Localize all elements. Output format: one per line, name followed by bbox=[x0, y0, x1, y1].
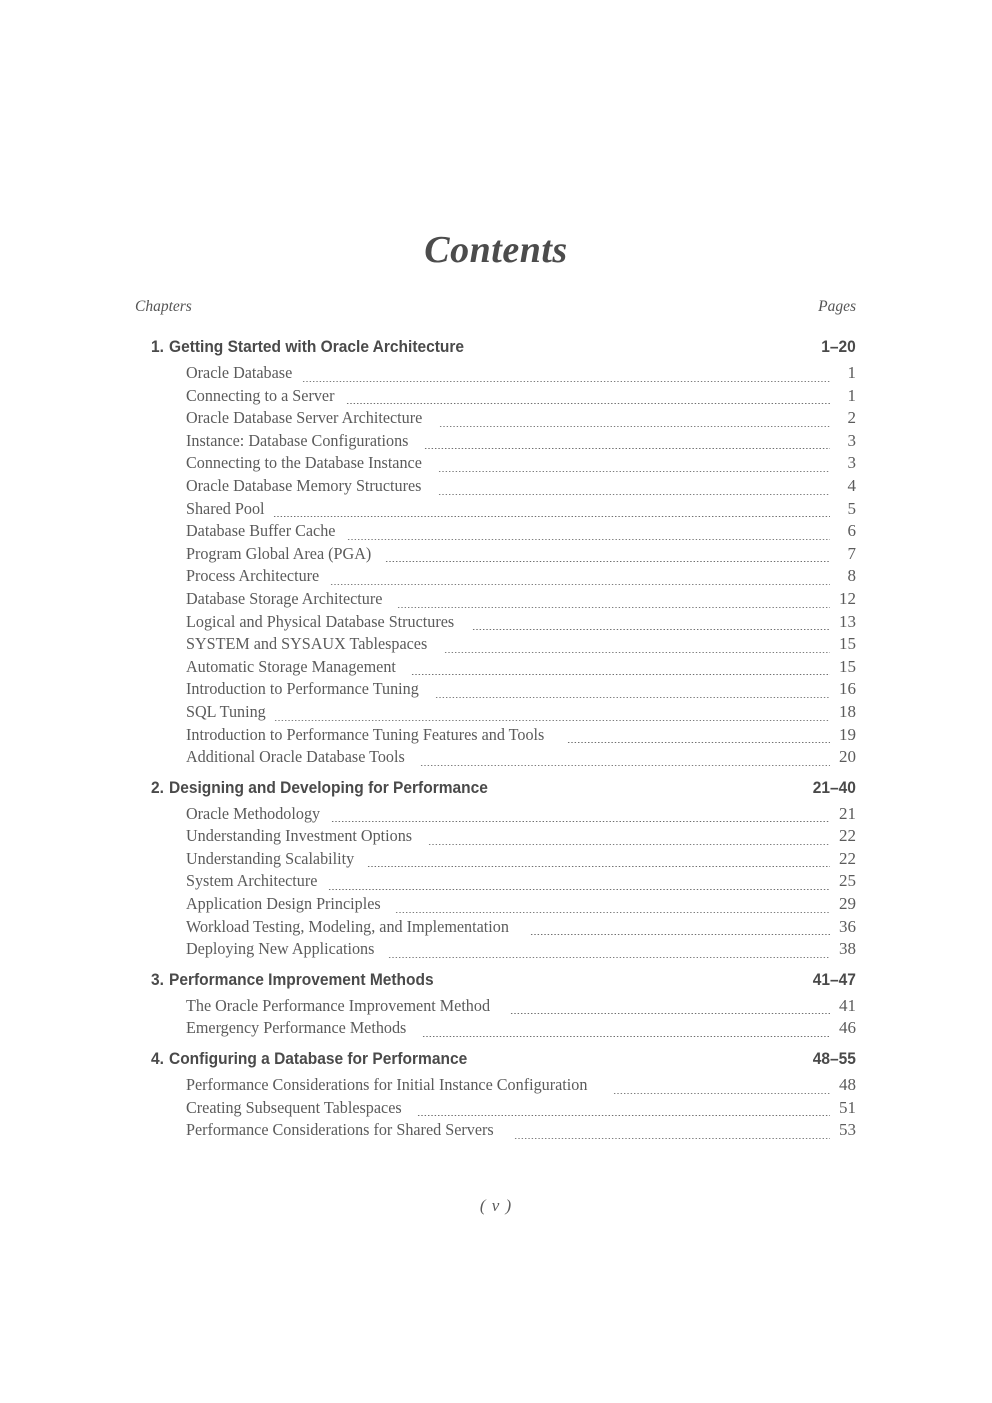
dot-leader bbox=[420, 765, 830, 766]
toc-entry-title: Database Buffer Cache bbox=[186, 521, 336, 541]
toc-entry-title: Logical and Physical Database Structures bbox=[186, 611, 455, 631]
toc-entry-title: Emergency Performance Methods bbox=[186, 1018, 407, 1038]
column-header-pages: Pages bbox=[818, 298, 856, 315]
toc-entry-page-number: 51 bbox=[839, 1097, 856, 1117]
toc-entry-page-number: 16 bbox=[839, 679, 856, 699]
chapter-heading-row[interactable] bbox=[135, 338, 856, 363]
toc-entry-title: Oracle Database Server Architecture bbox=[186, 408, 423, 428]
toc-entry-title: System Architecture bbox=[186, 871, 318, 891]
toc-entry-title: SYSTEM and SYSAUX Tablespaces bbox=[186, 634, 428, 654]
toc-entry-title: Introduction to Performance Tuning bbox=[186, 679, 419, 699]
dot-leader bbox=[347, 539, 830, 540]
toc-entry-page-number: 29 bbox=[839, 894, 856, 914]
toc-entry-page-number: 3 bbox=[847, 430, 856, 450]
column-header-row bbox=[135, 298, 856, 316]
dot-leader bbox=[395, 912, 830, 913]
toc-entry-title: Additional Oracle Database Tools bbox=[186, 747, 405, 767]
dot-leader bbox=[385, 561, 830, 562]
dot-leader bbox=[274, 720, 830, 721]
toc-entry-page-number: 25 bbox=[839, 871, 856, 891]
toc-entry-row[interactable] bbox=[135, 1018, 856, 1041]
chapter-number: 1. bbox=[150, 338, 164, 356]
dot-leader bbox=[510, 1013, 830, 1014]
chapter-title: Configuring a Database for Performance bbox=[169, 1050, 468, 1069]
toc-entry-page-number: 13 bbox=[839, 611, 856, 631]
toc-entry-title: Connecting to the Database Instance bbox=[186, 453, 422, 473]
chapter-page-range: 21–40 bbox=[812, 778, 856, 797]
toc-entry-row[interactable] bbox=[135, 917, 856, 940]
toc-entry-page-number: 36 bbox=[839, 916, 856, 936]
toc-entry-page-number: 20 bbox=[839, 747, 856, 767]
toc-entry-row[interactable] bbox=[135, 939, 856, 962]
toc-entry-row[interactable] bbox=[135, 612, 856, 635]
toc-entry-page-number: 8 bbox=[847, 566, 856, 586]
toc-entry-page-number: 1 bbox=[847, 363, 856, 382]
toc-entry-title: Shared Pool bbox=[186, 498, 265, 518]
toc-entry-title: Automatic Storage Management bbox=[186, 656, 396, 676]
toc-entry-row[interactable] bbox=[135, 747, 856, 770]
toc-entry-page-number: 41 bbox=[839, 995, 856, 1015]
toc-entry-title: Connecting to a Server bbox=[186, 385, 335, 405]
toc-entry-row[interactable] bbox=[135, 386, 856, 409]
toc-entry-title: Introduction to Performance Tuning Features and Tools bbox=[186, 724, 545, 744]
toc-entry-title: Workload Testing, Modeling, and Implementation bbox=[186, 916, 509, 936]
toc-entry-page-number: 38 bbox=[839, 939, 856, 959]
dot-leader bbox=[428, 844, 830, 845]
chapter-page-range: 48–55 bbox=[812, 1050, 856, 1069]
chapter-title: Designing and Developing for Performance bbox=[169, 778, 488, 797]
chapter-page-range: 1–20 bbox=[821, 338, 856, 356]
toc-entry-page-number: 1 bbox=[847, 385, 856, 405]
chapter-number: 3. bbox=[150, 970, 164, 989]
toc-entry-title: The Oracle Performance Improvement Method bbox=[186, 995, 491, 1015]
toc-entry-title: Application Design Principles bbox=[186, 894, 381, 914]
toc-entry-row[interactable] bbox=[135, 521, 856, 544]
toc-entry-row[interactable] bbox=[135, 804, 856, 827]
toc-entry-title: Oracle Database bbox=[186, 363, 293, 382]
toc-entry-row[interactable] bbox=[135, 634, 856, 657]
dot-leader bbox=[444, 652, 830, 653]
toc-entry-row[interactable] bbox=[135, 363, 856, 386]
page-folio: ( v ) bbox=[479, 1196, 513, 1215]
dot-leader bbox=[613, 1093, 830, 1094]
toc-entry-title: Process Architecture bbox=[186, 566, 320, 586]
dot-leader bbox=[367, 866, 830, 867]
page-title: Contents bbox=[424, 229, 568, 271]
dot-leader bbox=[424, 448, 830, 449]
toc-entry-row[interactable] bbox=[135, 702, 856, 725]
dot-leader bbox=[422, 1036, 830, 1037]
toc-entry-row[interactable] bbox=[135, 453, 856, 476]
toc-entry-page-number: 6 bbox=[847, 521, 856, 541]
column-header-chapters: Chapters bbox=[135, 298, 192, 315]
dot-leader bbox=[438, 494, 830, 495]
toc-entry-row[interactable] bbox=[135, 589, 856, 612]
toc-entry-title: Program Global Area (PGA) bbox=[186, 543, 372, 563]
toc-content bbox=[135, 298, 856, 1143]
dot-leader bbox=[302, 381, 830, 382]
toc-entry-page-number: 22 bbox=[839, 848, 856, 868]
toc-entry-row[interactable] bbox=[135, 566, 856, 589]
toc-entry-page-number: 5 bbox=[847, 498, 856, 518]
toc-entry-row[interactable] bbox=[135, 1120, 856, 1143]
toc-entry-page-number: 21 bbox=[839, 803, 856, 823]
chapter-title: Performance Improvement Methods bbox=[169, 970, 434, 989]
dot-leader bbox=[472, 629, 830, 630]
chapter-heading-row[interactable] bbox=[135, 1050, 856, 1075]
toc-entry-title: Creating Subsequent Tablespaces bbox=[186, 1097, 402, 1117]
toc-entry-row[interactable] bbox=[135, 894, 856, 917]
toc-entry-row[interactable] bbox=[135, 679, 856, 702]
dot-leader bbox=[330, 584, 830, 585]
toc-entry-row[interactable] bbox=[135, 657, 856, 680]
chapter-number: 4. bbox=[150, 1050, 164, 1069]
toc-entry-row[interactable] bbox=[135, 476, 856, 499]
dot-leader bbox=[397, 607, 830, 608]
dot-leader bbox=[438, 471, 830, 472]
toc-entry-title: Database Storage Architecture bbox=[186, 588, 383, 608]
toc-entry-page-number: 12 bbox=[839, 588, 856, 608]
toc-entry-row[interactable] bbox=[135, 1075, 856, 1098]
chapter-title: Getting Started with Oracle Architecture bbox=[169, 338, 465, 356]
dot-leader bbox=[435, 697, 830, 698]
toc-entry-row[interactable] bbox=[135, 725, 856, 748]
toc-entry-page-number: 48 bbox=[839, 1075, 856, 1095]
toc-entry-page-number: 4 bbox=[847, 475, 856, 495]
toc-entry-page-number: 15 bbox=[839, 634, 856, 654]
toc-entry-page-number: 3 bbox=[847, 453, 856, 473]
toc-entry-page-number: 22 bbox=[839, 826, 856, 846]
toc-entry-row[interactable] bbox=[135, 849, 856, 872]
toc-entry-title: Performance Considerations for Shared Servers bbox=[186, 1120, 494, 1140]
dot-leader bbox=[530, 934, 830, 935]
toc-entry-page-number: 53 bbox=[839, 1120, 856, 1140]
toc-entry-title: Instance: Database Configurations bbox=[186, 430, 409, 450]
toc-entry-row[interactable] bbox=[135, 499, 856, 522]
toc-entry-page-number: 15 bbox=[839, 656, 856, 676]
toc-entry-page-number: 2 bbox=[847, 408, 856, 428]
dot-leader bbox=[514, 1138, 830, 1139]
dot-leader bbox=[567, 742, 830, 743]
toc-entry-page-number: 19 bbox=[839, 724, 856, 744]
dot-leader bbox=[346, 403, 830, 404]
toc-entry-row[interactable] bbox=[135, 871, 856, 894]
toc-entry-title: Performance Considerations for Initial Instance Configuration bbox=[186, 1075, 588, 1095]
toc-entry-row[interactable] bbox=[135, 826, 856, 849]
toc-entry-page-number: 46 bbox=[839, 1018, 856, 1038]
toc-entry-row[interactable] bbox=[135, 996, 856, 1019]
toc-entry-row[interactable] bbox=[135, 544, 856, 567]
chapters-list bbox=[135, 338, 856, 1143]
toc-entry-title: Oracle Database Memory Structures bbox=[186, 475, 422, 495]
dot-leader bbox=[388, 957, 830, 958]
toc-entry-row[interactable] bbox=[135, 1098, 856, 1121]
toc-entry-title: Deploying New Applications bbox=[186, 939, 375, 959]
toc-entry-title: Understanding Investment Options bbox=[186, 826, 413, 846]
toc-entry-title: Oracle Methodology bbox=[186, 803, 321, 823]
toc-entry-page-number: 7 bbox=[847, 543, 856, 563]
toc-entry-title: SQL Tuning bbox=[186, 701, 266, 721]
dot-leader bbox=[417, 1115, 830, 1116]
toc-entry-title: Understanding Scalability bbox=[186, 848, 355, 868]
chapter-number: 2. bbox=[150, 778, 164, 797]
dot-leader bbox=[273, 516, 830, 517]
dot-leader bbox=[328, 889, 830, 890]
dot-leader bbox=[411, 674, 830, 675]
dot-leader bbox=[439, 426, 830, 427]
toc-entry-page-number: 18 bbox=[839, 701, 856, 721]
chapter-heading-row[interactable] bbox=[135, 971, 856, 996]
chapter-heading-row[interactable] bbox=[135, 779, 856, 804]
toc-entry-row[interactable] bbox=[135, 408, 856, 431]
toc-entry-row[interactable] bbox=[135, 431, 856, 454]
chapter-page-range: 41–47 bbox=[812, 970, 856, 989]
dot-leader bbox=[331, 821, 830, 822]
